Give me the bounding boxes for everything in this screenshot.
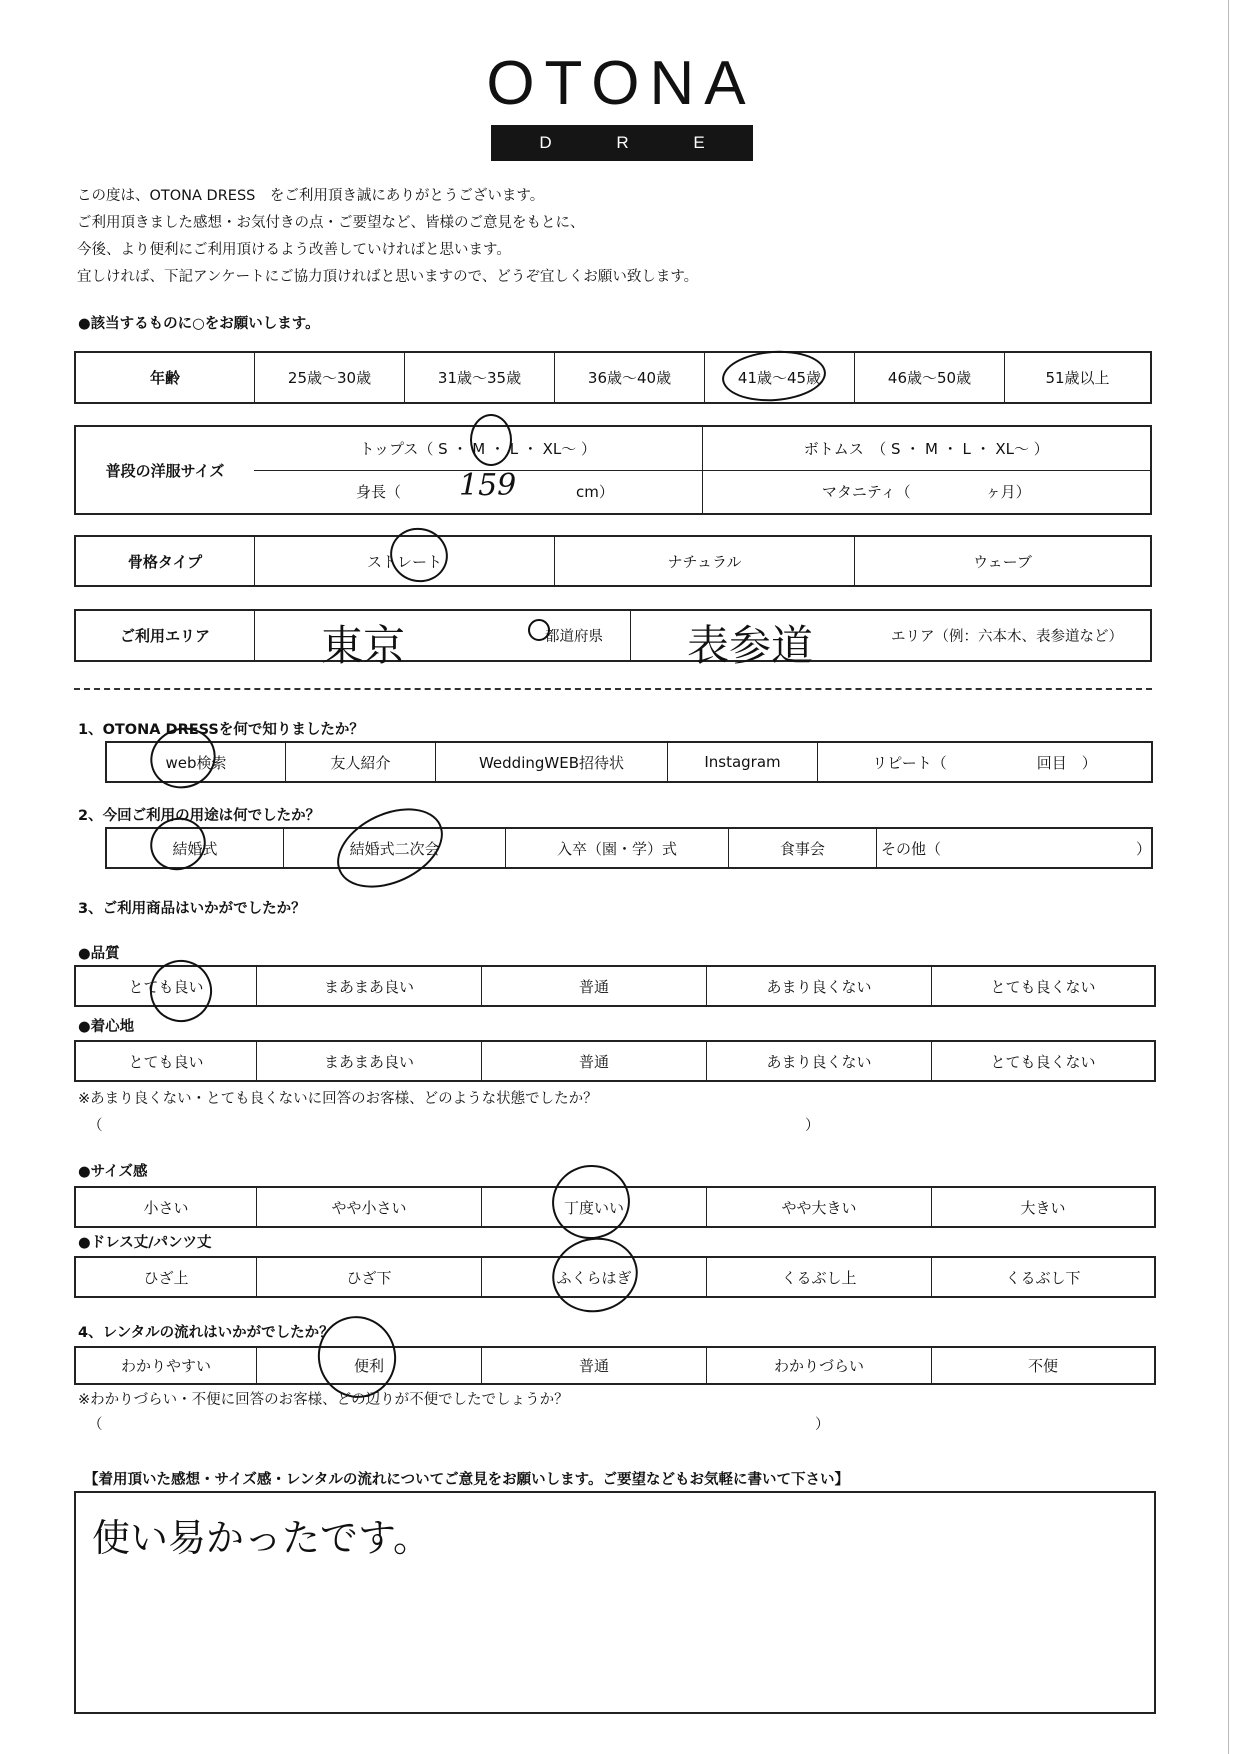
q2-option-other[interactable]: その他（ ） — [876, 829, 1151, 867]
q4-title: 4、レンタルの流れはいかがでしたか？ — [78, 1325, 334, 1341]
quality-label: ●品質 — [78, 946, 120, 962]
intro-text — [77, 183, 698, 291]
body-type-option[interactable]: ウェーブ — [854, 537, 1150, 585]
scan-margin-line — [1228, 0, 1229, 1754]
q2-option[interactable]: 入卒（園・学）式 — [505, 829, 727, 867]
q4-option[interactable]: 不便 — [931, 1348, 1154, 1383]
quality-options — [74, 965, 1156, 1007]
clothing-size-row — [254, 467, 1150, 514]
logo-subbar: D R E S S — [491, 125, 753, 161]
maternity-field[interactable]: マタニティ（ ヶ月） — [702, 471, 1151, 514]
comfort-note: ※あまり良くない・とても良くないに回答のお客様、どのような状態でしたか？ — [78, 1091, 598, 1107]
intro-line: 今後、より便利にご利用頂けるよう改善していければと思います。 — [77, 242, 511, 258]
q1-options — [105, 741, 1153, 783]
q4-paren-open: （ — [88, 1417, 103, 1433]
logo-wordmark: OTONA — [486, 49, 756, 118]
q4-options — [74, 1346, 1156, 1385]
selection-circle — [470, 414, 512, 466]
clothing-size-row — [254, 427, 1150, 471]
q4-option[interactable]: わかりやすい — [120, 1357, 211, 1375]
height-field[interactable] — [254, 467, 702, 514]
selection-circle — [545, 1230, 645, 1320]
tops-size-field[interactable]: トップス（ S ・ M ・ L ・ XL～ ） — [359, 439, 597, 458]
size-feel-option[interactable]: 大きい — [931, 1188, 1154, 1226]
q3-title: 3、ご利用商品はいかがでしたか？ — [78, 901, 306, 917]
quality-option[interactable]: 普通 — [481, 967, 706, 1005]
size-feel-option[interactable]: 小さい — [143, 1198, 189, 1217]
size-feel-label: ●サイズ感 — [78, 1164, 148, 1180]
selection-circle — [140, 950, 222, 1032]
q4-option[interactable]: わかりづらい — [706, 1348, 931, 1383]
q2-option-selected[interactable]: 結婚式 — [172, 839, 218, 858]
comment-text-handwritten: 使い易かったです。 — [92, 1516, 431, 1560]
quality-option[interactable]: あまり良くない — [706, 967, 931, 1005]
prefecture-value-handwritten: 東京 — [321, 621, 406, 670]
comfort-option[interactable]: あまり良くない — [706, 1042, 931, 1080]
selection-circle — [324, 793, 455, 904]
q4-paren-close: ） — [815, 1417, 830, 1433]
comfort-option[interactable]: とても良い — [128, 1052, 204, 1071]
q1-title: 1、OTONA DRESSを何で知りましたか？ — [78, 722, 364, 738]
intro-line: 宜しければ、下記アンケートにご協力頂ければと思いますので、どうぞ宜しくお願い致します。 — [77, 269, 699, 285]
quality-option[interactable]: とても良くない — [931, 967, 1154, 1005]
age-option[interactable]: 31歳～35歳 — [404, 353, 554, 402]
clothing-size-label: 普段の洋服サイズ — [105, 461, 225, 480]
quality-option[interactable]: まあまあ良い — [256, 967, 481, 1005]
comfort-option[interactable]: とても良くない — [931, 1042, 1154, 1080]
comment-box[interactable] — [74, 1491, 1156, 1714]
q2-title: 2、今回ご利用の用途は何でしたか？ — [78, 808, 321, 824]
age-option[interactable]: 25歳～30歳 — [254, 353, 404, 402]
comfort-label: ●着心地 — [78, 1019, 135, 1035]
length-option-selected[interactable]: ふくらはぎ — [481, 1258, 706, 1296]
comfort-paren-close: ） — [805, 1118, 820, 1134]
age-option[interactable]: 46歳～50歳 — [854, 353, 1004, 402]
body-type-option-selected[interactable]: ストレート — [254, 537, 554, 585]
size-feel-option[interactable]: やや小さい — [256, 1188, 481, 1226]
height-value-handwritten: 159 — [459, 467, 517, 503]
body-type-option[interactable]: ナチュラル — [554, 537, 854, 585]
area-suffix: エリア（例：六本木、表参道など） — [891, 629, 1123, 645]
comfort-option[interactable]: 普通 — [481, 1042, 706, 1080]
comfort-option-selected[interactable]: まあまあ良い — [256, 1042, 481, 1080]
age-option[interactable]: 51歳以上 — [1004, 353, 1150, 402]
q1-option[interactable]: WeddingWEB招待状 — [435, 743, 667, 781]
q1-option[interactable]: Instagram — [667, 743, 817, 781]
area-value-handwritten: 表参道 — [687, 621, 814, 670]
length-option[interactable]: くるぶし上 — [706, 1258, 931, 1296]
height-unit: cm） — [576, 483, 614, 502]
q1-option-selected[interactable]: web検索 — [165, 753, 227, 772]
section-divider — [74, 688, 1152, 690]
comment-title: 【着用頂いた感想・サイズ感・レンタルの流れについてご意見をお願いします。ご要望などもお気軽に書いて下さい】 — [84, 1472, 849, 1488]
length-option[interactable]: ひざ下 — [256, 1258, 481, 1296]
clothing-size-block — [74, 425, 1152, 515]
prefecture-field[interactable] — [254, 611, 630, 670]
comfort-paren-open: （ — [88, 1118, 103, 1134]
instruction: ●該当するものに○をお願いします。 — [78, 316, 320, 332]
length-label: ●ドレス丈/パンツ丈 — [78, 1235, 212, 1251]
area-row — [74, 609, 1152, 670]
q4-option[interactable]: 普通 — [481, 1348, 706, 1383]
bottoms-size-field[interactable]: ボトムス （ S ・ M ・ L ・ XL～ ） — [702, 427, 1151, 470]
intro-line: この度は、OTONA DRESS をご利用頂き誠にありがとうございます。 — [77, 188, 545, 204]
clothing-size-fields — [254, 427, 1150, 513]
quality-option-selected[interactable]: とても良い — [128, 977, 204, 996]
age-row — [74, 351, 1152, 404]
selection-circle — [546, 1159, 636, 1245]
height-label: 身長（ — [356, 483, 402, 502]
comfort-options — [74, 1040, 1156, 1082]
prefecture-suffix: 都道府県 — [545, 629, 603, 645]
size-feel-option-selected[interactable]: 丁度いい — [481, 1188, 706, 1226]
body-type-label: 骨格タイプ — [127, 552, 203, 571]
q2-options — [105, 827, 1153, 869]
q4-note: ※わかりづらい・不便に回答のお客様、どの辺りが不便でしたでしょうか？ — [78, 1392, 569, 1408]
area-label: ご利用エリア — [119, 627, 210, 645]
q1-option[interactable]: リピート（ 回目 ） — [817, 743, 1151, 781]
age-option[interactable]: 36歳～40歳 — [554, 353, 704, 402]
body-type-row — [74, 535, 1152, 587]
intro-line: ご利用頂きました感想・お気付きの点・ご要望など、皆様のご意見をもとに、 — [77, 215, 585, 231]
selection-circle — [528, 619, 550, 641]
q1-option[interactable]: 友人紹介 — [285, 743, 435, 781]
age-label: 年齢 — [149, 369, 180, 387]
area-field[interactable] — [630, 611, 1150, 670]
length-option[interactable]: くるぶし下 — [931, 1258, 1154, 1296]
q2-option[interactable]: 食事会 — [728, 829, 876, 867]
age-option-selected[interactable]: 41歳～45歳 — [704, 353, 854, 402]
q4-option-selected[interactable]: 便利 — [256, 1348, 481, 1383]
length-option[interactable]: ひざ上 — [143, 1268, 189, 1287]
size-feel-option[interactable]: やや大きい — [706, 1188, 931, 1226]
q2-option-selected[interactable]: 結婚式二次会 — [283, 829, 505, 867]
